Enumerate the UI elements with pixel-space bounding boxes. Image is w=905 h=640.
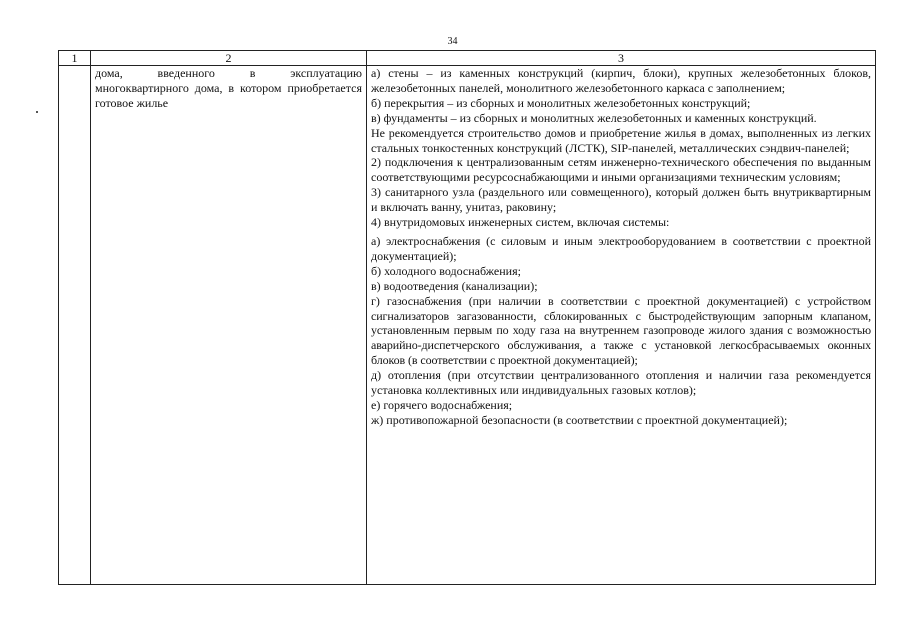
column-header-2: 2 — [91, 51, 367, 66]
requirement-floors: б) перекрытия – из сборных и монолитных железобетонных конструкций; — [371, 95, 751, 110]
table-header-row — [59, 51, 876, 66]
requirement-not-recommended: Не рекомендуется строительство домов и приобретение жилья в домах, выполненных из легких стальных тонкостенных конструкций (ЛСТК), SIP-панелей, металлических сэндвич-панелей; — [371, 125, 871, 155]
requirement-foundations: в) фундаменты – из сборных и монолитных железобетонных и каменных конструкций. — [371, 110, 817, 125]
requirement-sanitary-unit: 3) санитарного узла (раздельного или совмещенного), который должен быть внутриквартирным и включать ванну, унитаз, раковину; — [371, 185, 871, 215]
system-fire-safety: ж) противопожарной безопасности (в соответствии с проектной документацией); — [371, 412, 788, 427]
requirement-engineering-systems: 4) внутридомовых инженерных систем, включая системы: — [371, 215, 670, 230]
requirement-utility-connection: 2) подключения к централизованным сетям инженерно-технического обеспечения по выданным соответствующими ресурсоснабжающими и иными организациями техническим условиям; — [371, 155, 871, 185]
document-table — [58, 50, 876, 585]
system-hot-water: е) горячего водоснабжения; — [371, 397, 513, 412]
requirement-walls: а) стены – из каменных конструкций (кирпич, блоки), крупных железобетонных блоков, железобетонных панелей, монолитного железобетонного каркаса с заполнением; — [371, 66, 871, 95]
system-heating: д) отопления (при отсутствии централизованного отопления и наличии газа рекомендуется установка коллективных или индивидуальных газовых котлов); — [371, 368, 871, 398]
system-electricity: а) электроснабжения (с силовым и иным электрооборудованием в соответствии с проектной документацией); — [371, 233, 871, 263]
scan-speck — [36, 111, 38, 113]
cell-number — [59, 66, 91, 585]
cell-object-description — [91, 66, 367, 585]
cell-requirements — [367, 66, 876, 585]
column-header-3: 3 — [367, 51, 876, 66]
system-gas-supply: г) газоснабжения (при наличии в соответствии с проектной документацией) с устройством сигнализаторов загазованности, сблокированных с быстродействующим запорным клапаном, установленным первым по ходу газа на внутреннем газопроводе жилого здания с возможностью аварийно-диспетчерского обслуживания, а также с установкой легкосбрасываемых оконных блоков (в соответствии с проектной документацией); — [371, 293, 871, 368]
object-description-text: дома, введенного в эксплуатацию многоквартирного дома, в котором приобретается готовое жилье — [95, 66, 362, 110]
page-number: 34 — [447, 36, 458, 47]
table-row — [59, 66, 876, 585]
column-header-1: 1 — [59, 51, 91, 66]
system-cold-water: б) холодного водоснабжения; — [371, 263, 521, 278]
system-sewerage: в) водоотведения (канализации); — [371, 278, 538, 293]
